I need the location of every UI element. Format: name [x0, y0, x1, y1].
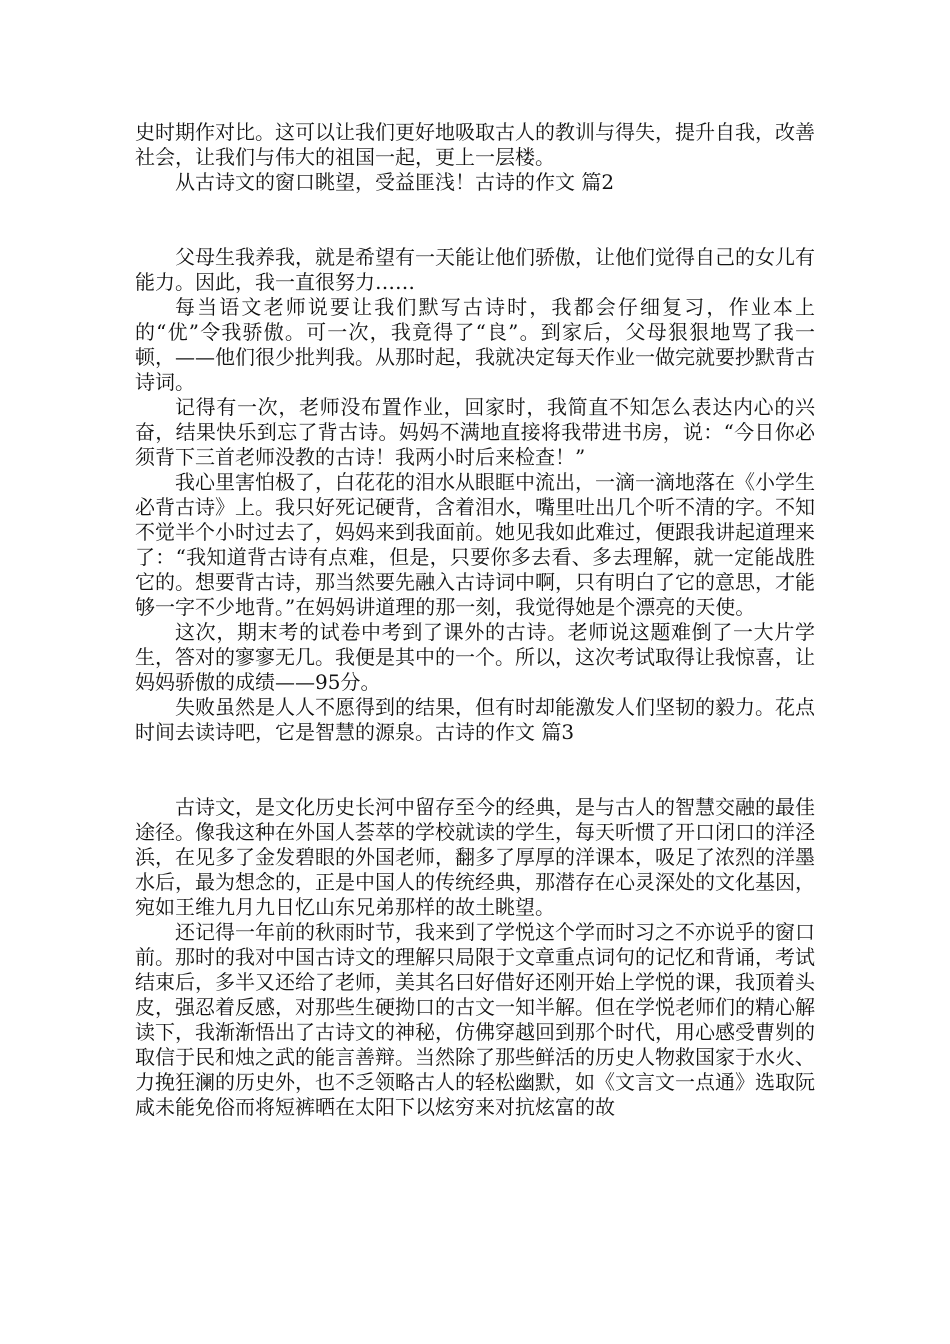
body-paragraph: 这次，期末考的试卷中考到了课外的古诗。老师说这题难倒了一大片学生，答对的寥寥无几。我便是其中的一个。所以，这次考试取得让我惊喜，让妈妈骄傲的成绩——95分。 — [135, 620, 815, 694]
body-paragraph: 古诗文，是文化历史长河中留存至今的经典，是与古人的智慧交融的最佳途径。像我这种在外国人荟萃的学校就读的学生，每天听惯了开口闭口的洋泾浜，在见多了金发碧眼的外国老师，翻多了厚厚的洋课本，吸足了浓烈的洋墨水后，最为想念的，正是中国人的传统经典，那潜存在心灵深处的文化基因，宛如王维九月九日忆山东兄弟那样的故土眺望。 — [135, 795, 815, 919]
body-paragraph: 史时期作对比。这可以让我们更好地吸取古人的教训与得失，提升自我，改善社会，让我们与伟大的祖国一起，更上一层楼。 — [135, 120, 815, 169]
body-paragraph: 失败虽然是人人不愿得到的结果，但有时却能激发人们坚韧的毅力。花点时间去读诗吧，它是智慧的源泉。古诗的作文 篇3 — [135, 695, 815, 744]
body-paragraph: 还记得一年前的秋雨时节，我来到了学悦这个学而时习之不亦说乎的窗口前。那时的我对中国古诗文的理解只局限于文章重点词句的记忆和背诵，考试结束后，多半又还给了老师，美其名曰好借好还刚开始上学悦的课，我顶着头皮，强忍着反感，对那些生硬拗口的古文一知半解。但在学悦老师们的精心解读下，我渐渐悟出了古诗文的神秘，仿佛穿越回到那个时代，用心感受曹刿的取信于民和烛之武的能言善辩。当然除了那些鲜活的历史人物救国家于水火、力挽狂澜的历史外，也不乏领略古人的轻松幽默，如《文言文一点通》选取阮咸未能免俗而将短裤晒在太阳下以炫穷来对抗炫富的故 — [135, 920, 815, 1119]
body-paragraph: 每当语文老师说要让我们默写古诗时，我都会仔细复习，作业本上的“优”令我骄傲。可一次，我竟得了“良”。到家后，父母狠狠地骂了我一顿，——他们很少批判我。从那时起，我就决定每天作业一做完就要抄默背古诗词。 — [135, 295, 815, 394]
body-paragraph: 从古诗文的窗口眺望，受益匪浅！古诗的作文 篇2 — [175, 170, 615, 194]
paragraph-gap — [135, 195, 815, 245]
document-page — [135, 120, 815, 1120]
body-paragraph: 父母生我养我，就是希望有一天能让他们骄傲，让他们觉得自己的女儿有能力。因此，我一直很努力…… — [135, 245, 815, 294]
body-paragraph: 记得有一次，老师没布置作业，回家时，我简直不知怎么表达内心的兴奋，结果快乐到忘了背古诗。妈妈不满地直接将我带进书房，说：“今日你必须背下三首老师没教的古诗！我两小时后来检查！” — [135, 395, 815, 469]
body-paragraph: 我心里害怕极了，白花花的泪水从眼眶中流出，一滴一滴地落在《小学生必背古诗》上。我只好死记硬背，含着泪水，嘴里吐出几个听不清的字。不知不觉半个小时过去了，妈妈来到我面前。她见我如此难过，便跟我讲起道理来了：“我知道背古诗有点难，但是，只要你多去看、多去理解，就一定能战胜它的。想要背古诗，那当然要先融入古诗词中啊，只有明白了它的意思，才能够一字不少地背。”在妈妈讲道理的那一刻，我觉得她是个漂亮的天使。 — [135, 470, 815, 619]
paragraph-gap — [135, 745, 815, 795]
